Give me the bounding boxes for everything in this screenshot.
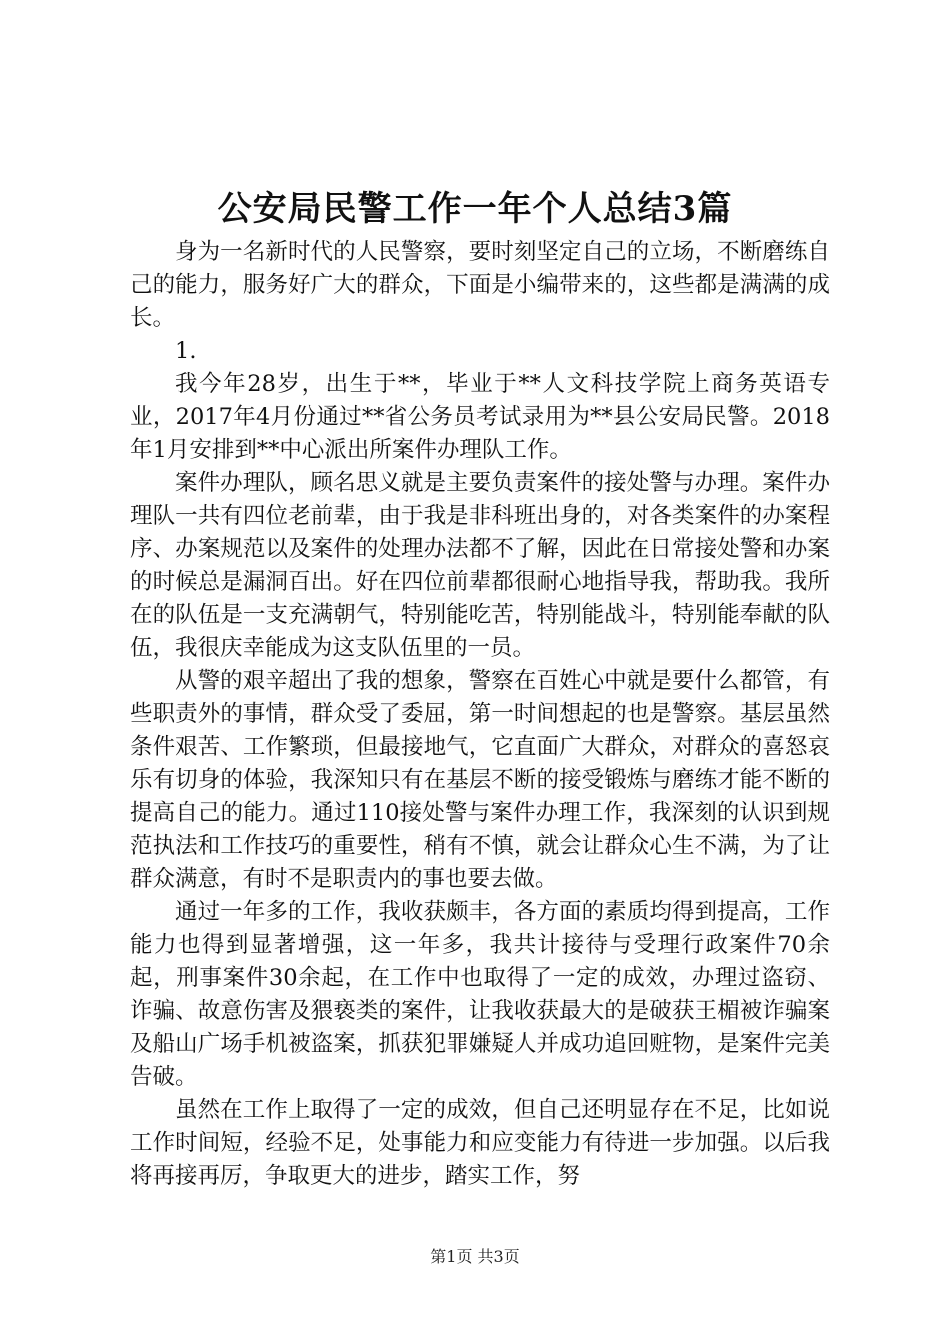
paragraph-shortcomings: 虽然在工作上取得了一定的成效，但自己还明显存在不足，比如说工作时间短，经验不足，处事能力和应变能力有待进一步加强。以后我将再接再厉，争取更大的进步，踏实工作，努 (130, 1097, 830, 1189)
paragraph-background: 我今年28岁，出生于**，毕业于**人文科技学院上商务英语专业，2017年4月份通过**省公务员考试录用为**县公安局民警。2018年1月安排到**中心派出所案件办理队工作。 (130, 371, 830, 463)
page-footer: 第1页 共3页 (430, 1247, 520, 1266)
paragraph-team: 案件办理队，顾名思义就是主要负责案件的接处警与办理。案件办理队一共有四位老前辈，由于我是非科班出身的，对各类案件的办案程序、办案规范以及案件的处理办法都不了解，因此在日常接处警和办案的时候总是漏洞百出。好在四位前辈都很耐心地指导我，帮助我。我所在的队伍是一支充满朝气，特别能吃苦，特别能战斗，特别能奉献的队伍，我很庆幸能成为这支队伍里的一员。 (130, 470, 830, 661)
paragraph-intro: 身为一名新时代的人民警察，要时刻坚定自己的立场，不断磨练自己的能力，服务好广大的群众，下面是小编带来的，这些都是满满的成长。 (130, 239, 830, 331)
paragraph-hardship: 从警的艰辛超出了我的想象，警察在百姓心中就是要什么都管，有些职责外的事情，群众受了委屈，第一时间想起的也是警察。基层虽然条件艰苦、工作繁琐，但最接地气，它直面广大群众，对群众的喜怒哀乐有切身的体验，我深知只有在基层不断的接受锻炼与磨练才能不断的提高自己的能力。通过110接处警与案件办理工作，我深刻的认识到规范执法和工作技巧的重要性，稍有不慎，就会让群众心生不满，为了让群众满意，有时不是职责内的事也要去做。 (130, 668, 830, 892)
paragraph-achievements: 通过一年多的工作，我收获颇丰，各方面的素质均得到提高，工作能力也得到显著增强，这一年多，我共计接待与受理行政案件70余起，刑事案件30余起，在工作中也取得了一定的成效，办理过盗窃、诈骗、故意伤害及猥亵类的案件，让我收获最大的是破获王楣被诈骗案及船山广场手机被盗案，抓获犯罪嫌疑人并成功追回赃物，是案件完美告破。 (130, 899, 830, 1090)
document-body (130, 236, 830, 1193)
document-title: 公安局民警工作一年个人总结3篇 (217, 189, 733, 229)
paragraph-number: 1. (175, 338, 197, 364)
